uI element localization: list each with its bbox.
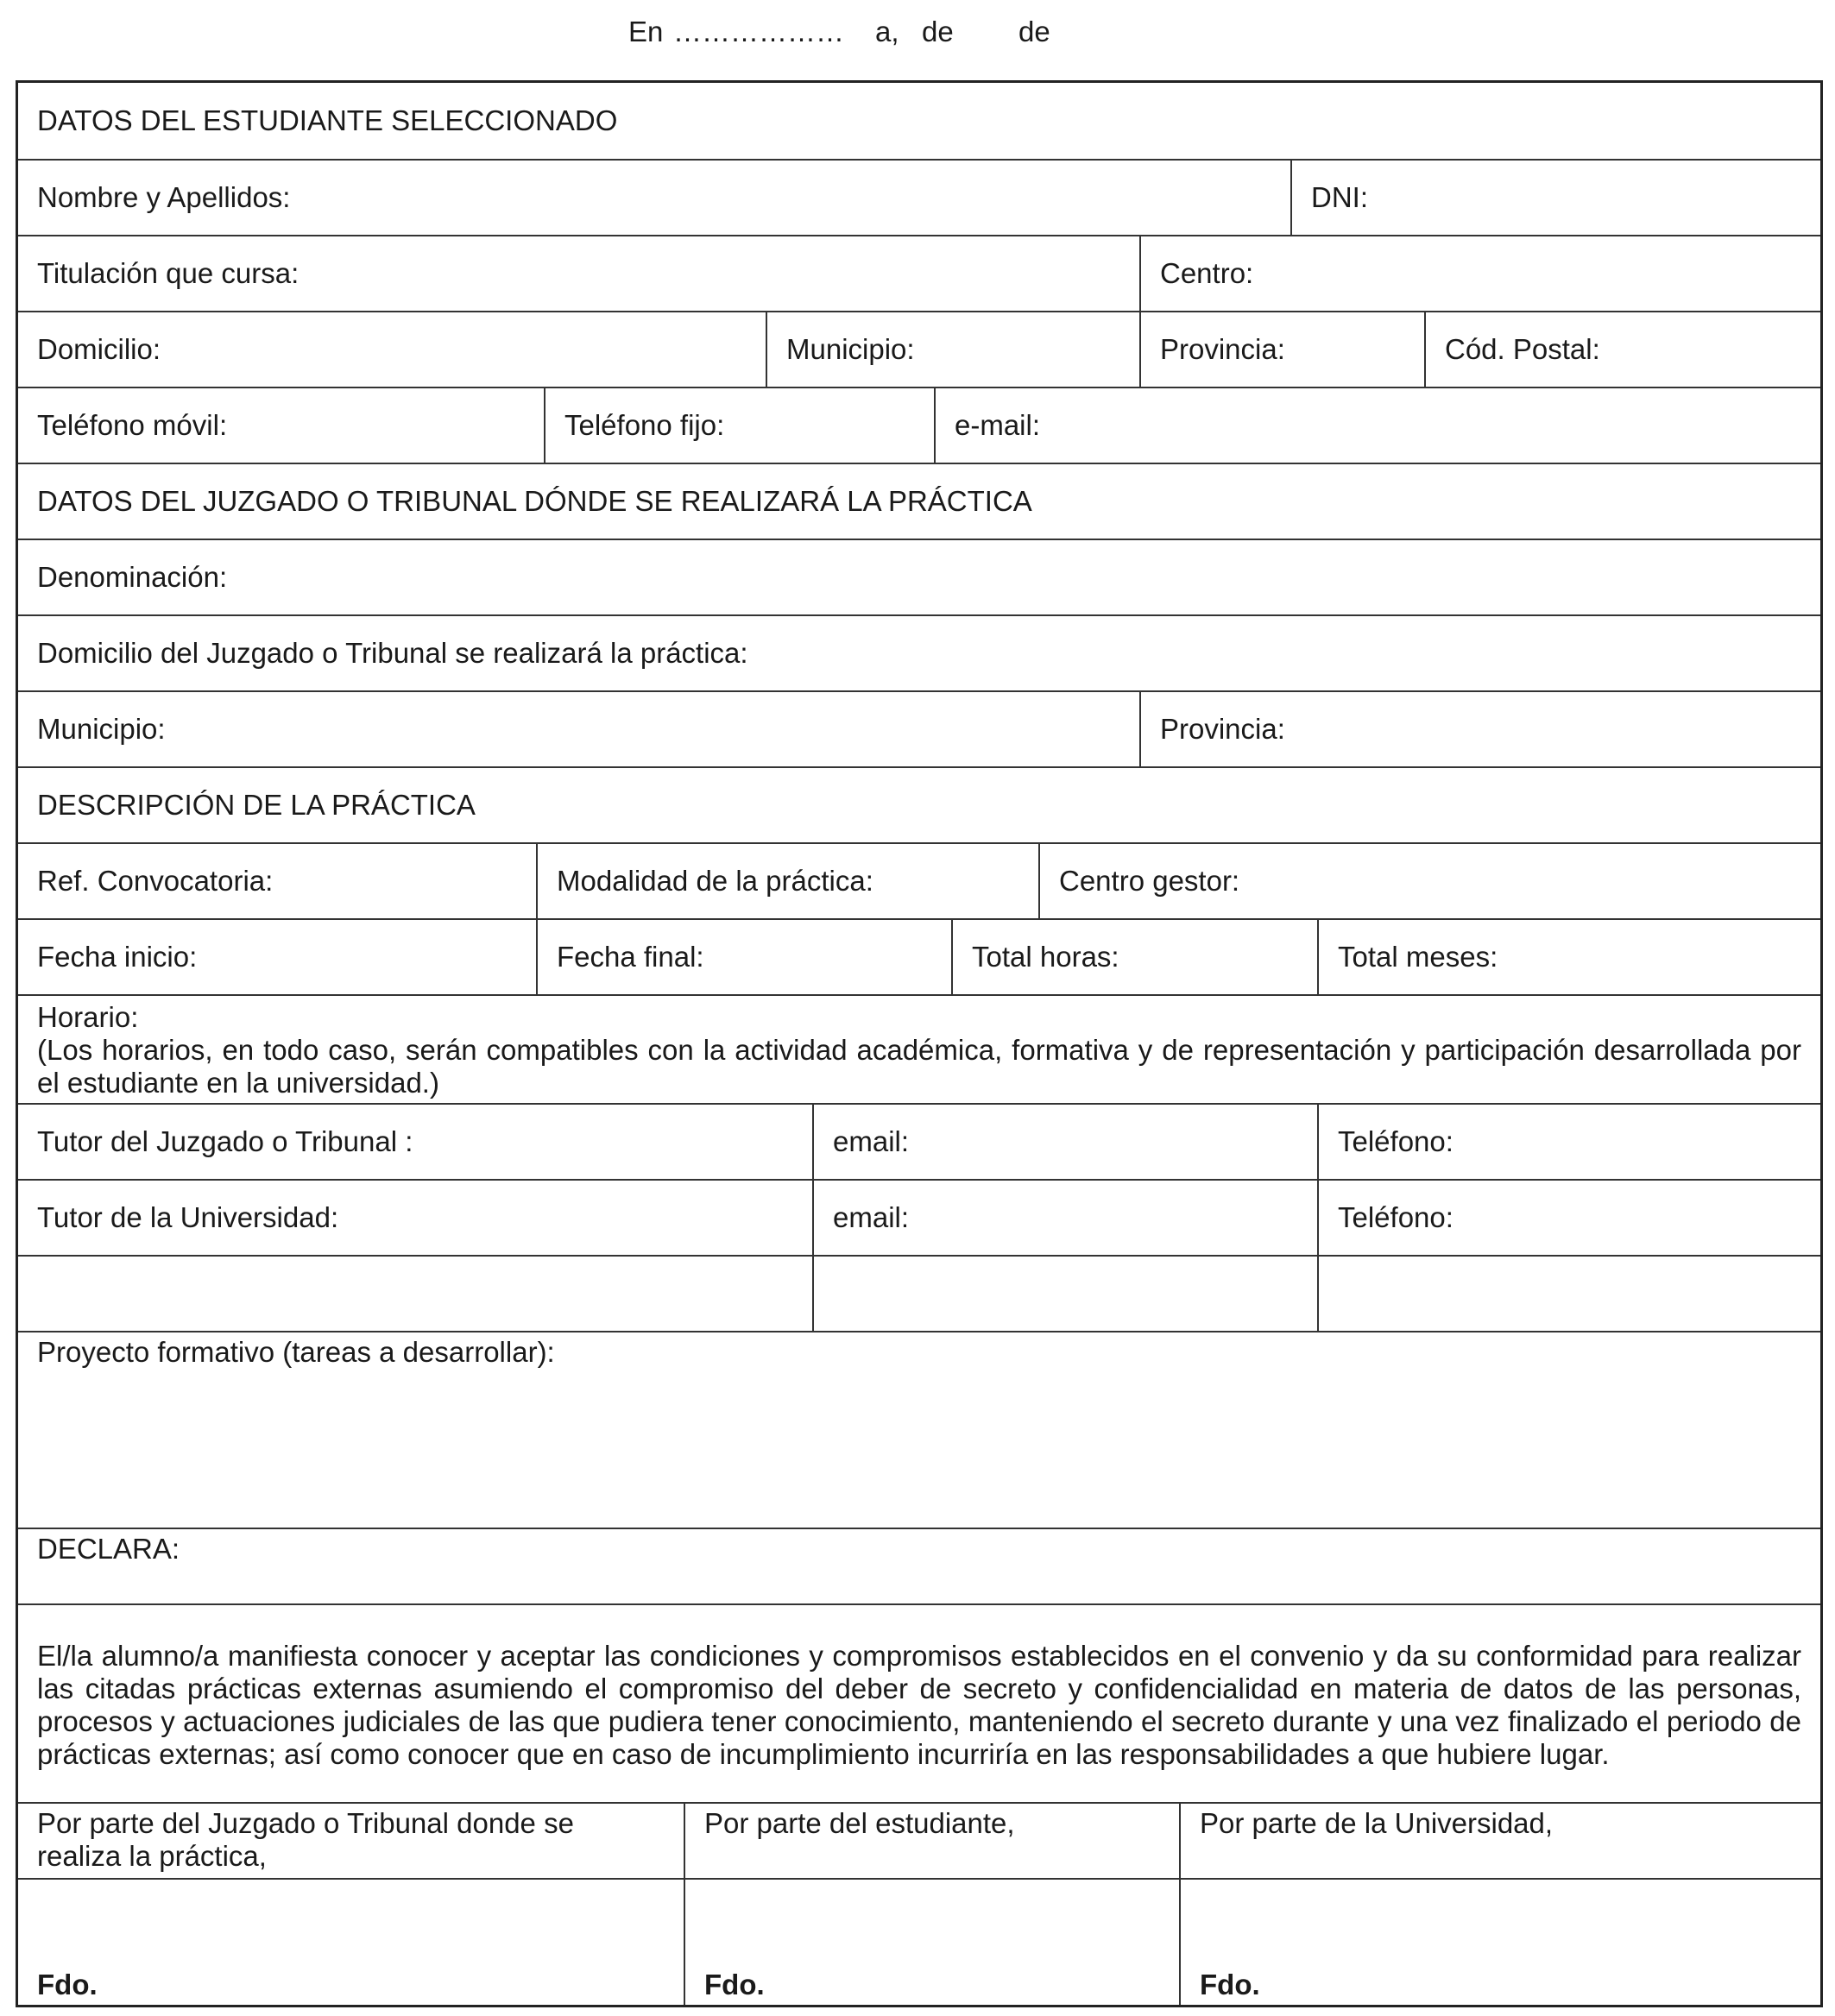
court-signature-box[interactable]: Fdo. (37, 1969, 98, 2000)
court-tutor-phone-field[interactable]: Teléfono: (1317, 1105, 1820, 1179)
signature-boxes-row (18, 1878, 1820, 2005)
student-name-field[interactable]: Nombre y Apellidos: (37, 181, 291, 213)
blank-cell-1[interactable] (18, 1257, 812, 1331)
date-a: a, (875, 16, 899, 47)
student-mobile-field[interactable]: Teléfono móvil: (37, 409, 228, 441)
student-signature-label: Por parte del estudiante, (684, 1804, 1179, 1878)
start-date-field[interactable]: Fecha inicio: (37, 941, 198, 973)
student-section-row (18, 83, 1820, 159)
student-landline-field[interactable]: Teléfono fijo: (544, 388, 934, 463)
student-address-field[interactable]: Domicilio: (37, 333, 161, 365)
court-tutor-email-field[interactable]: email: (812, 1105, 1317, 1179)
student-section-title: DATOS DEL ESTUDIANTE SELECCIONADO (37, 104, 618, 136)
signature-labels-row (18, 1802, 1820, 1878)
student-dni-field[interactable]: DNI: (1290, 161, 1820, 235)
court-address-field[interactable]: Domicilio del Juzgado o Tribunal se realizará la práctica: (37, 637, 748, 669)
schedule-field[interactable] (18, 996, 1820, 1103)
internship-form (16, 80, 1823, 2007)
court-section-row (18, 463, 1820, 539)
student-email-field[interactable]: e-mail: (934, 388, 1820, 463)
declaration-title-row (18, 1528, 1820, 1603)
date-de-1: de (922, 16, 954, 47)
court-name-row (18, 539, 1820, 614)
student-municipality-field[interactable]: Municipio: (766, 312, 1139, 387)
declaration-text: El/la alumno/a manifiesta conocer y aceptar las condiciones y compromisos establecidos en el convenio y da su conformidad para realizar las citadas prácticas externas asumiendo el compromiso del deber de secreto y confidencialidad en materia de datos de las personas, procesos y actuaciones judiciales de las que pudiera tener conocimiento, manteniendo el secreto durante y una vez finalizado el periodo de prácticas externas; así como conocer que en caso de incumplimiento incurriría en las responsabilidades a que hubiere lugar. (37, 1640, 1801, 1770)
total-months-field[interactable]: Total meses: (1317, 920, 1820, 994)
date-de-2: de (1018, 16, 1050, 47)
declaration-title: DECLARA: (37, 1533, 180, 1565)
degree-row (18, 235, 1820, 311)
court-province-field[interactable]: Provincia: (1139, 692, 1820, 766)
address-row (18, 311, 1820, 387)
managing-center-field[interactable]: Centro gestor: (1038, 844, 1820, 918)
training-project-field[interactable]: Proyecto formativo (tareas a desarrollar): (37, 1336, 555, 1368)
practice-ref-row (18, 842, 1820, 918)
student-center-field[interactable]: Centro: (1139, 236, 1820, 311)
court-tutor-field[interactable]: Tutor del Juzgado o Tribunal : (37, 1125, 413, 1157)
university-tutor-row (18, 1179, 1820, 1255)
court-name-field[interactable]: Denominación: (37, 561, 228, 593)
court-tutor-row (18, 1103, 1820, 1179)
date-place-dots: ……………… (673, 16, 844, 47)
call-reference-field[interactable]: Ref. Convocatoria: (37, 865, 274, 897)
practice-dates-row (18, 918, 1820, 994)
university-signature-label: Por parte de la Universidad, (1179, 1804, 1820, 1878)
student-postal-code-field[interactable]: Cód. Postal: (1424, 312, 1820, 387)
project-row (18, 1331, 1820, 1528)
court-section-title: DATOS DEL JUZGADO O TRIBUNAL DÓNDE SE REALIZARÁ LA PRÁCTICA (37, 485, 1032, 517)
court-address-row (18, 614, 1820, 690)
date-en: En (628, 16, 664, 47)
blank-cell-2[interactable] (812, 1257, 1317, 1331)
practice-section-row (18, 766, 1820, 842)
schedule-label: Horario: (37, 1001, 139, 1033)
university-tutor-phone-field[interactable]: Teléfono: (1317, 1181, 1820, 1255)
contact-row (18, 387, 1820, 463)
university-signature-box[interactable]: Fdo. (1179, 1880, 1820, 2005)
blank-tutor-row (18, 1255, 1820, 1331)
name-row (18, 159, 1820, 235)
schedule-note: (Los horarios, en todo caso, serán compatibles con la actividad académica, formativa y de representación y participación desarrollada por el estudiante en la universidad.) (37, 1034, 1801, 1099)
practice-modality-field[interactable]: Modalidad de la práctica: (536, 844, 1038, 918)
declaration-text-row (18, 1603, 1820, 1802)
student-province-field[interactable]: Provincia: (1139, 312, 1424, 387)
end-date-field[interactable]: Fecha final: (536, 920, 951, 994)
student-degree-field[interactable]: Titulación que cursa: (37, 257, 300, 289)
total-hours-field[interactable]: Total horas: (951, 920, 1317, 994)
practice-section-title: DESCRIPCIÓN DE LA PRÁCTICA (37, 789, 476, 821)
court-signature-label: Por parte del Juzgado o Tribunal donde se realiza la práctica, (37, 1807, 574, 1872)
university-tutor-email-field[interactable]: email: (812, 1181, 1317, 1255)
court-location-row (18, 690, 1820, 766)
date-line (0, 0, 1835, 69)
schedule-row (18, 994, 1820, 1103)
blank-cell-3[interactable] (1317, 1257, 1820, 1331)
student-signature-box[interactable]: Fdo. (684, 1880, 1179, 2005)
court-municipality-field[interactable]: Municipio: (37, 713, 166, 745)
university-tutor-field[interactable]: Tutor de la Universidad: (37, 1201, 339, 1233)
